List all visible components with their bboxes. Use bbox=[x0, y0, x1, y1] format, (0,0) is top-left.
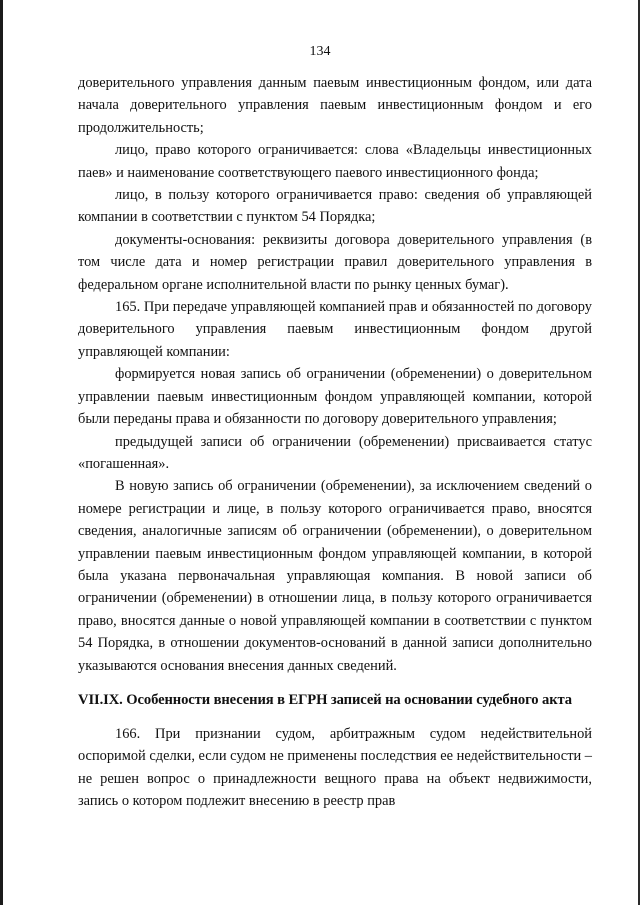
paragraph-new-record: формируется новая запись об ограничении (обременении) о доверительном управлении паевым инвестиционным фондом управляющей компании, которой были переданы права и обязанности по договору доверительного управления; bbox=[78, 366, 592, 428]
paragraph-new-record-details: В новую запись об ограничении (обременении), за исключением сведений о номере регистрации и лице, в пользу которого ограничивается право, вносятся сведения, аналогичные записям об ограничении (обременении), о доверительном управлении паевым инвестиционным фондом управляющей компании, в которой была указана первоначальная управляющая компания. В новой записи об ограничении (обременении) в отношении лица, в пользу которого ограничивается право, вносятся данные о новой управляющей компании в соответствии с пунктом 54 Порядка, в отношении документов-оснований в данной записи дополнительно указываются основания внесения данных сведений. bbox=[78, 478, 592, 674]
paragraph-restricted-person: лицо, право которого ограничивается: слова «Владельцы инвестиционных паев» и наименование соответствующего паевого инвестиционного фонда; bbox=[78, 142, 592, 181]
paragraph-beneficiary: лицо, в пользу которого ограничивается право: сведения об управляющей компании в соответствии с пунктом 54 Порядка; bbox=[78, 187, 592, 226]
paragraph-165: 165. При передаче управляющей компанией прав и обязанностей по договору доверительного управления паевым инвестиционным фондом другой управляющей компании: bbox=[78, 299, 592, 360]
section-heading: VII.IX. Особенности внесения в ЕГРН записей на основании судебного акта bbox=[78, 691, 572, 708]
page-number: 134 bbox=[309, 44, 331, 59]
paragraph-trust-management-date: доверительного управления данным паевым инвестиционным фондом, или дата начала доверительного управления паевым инвестиционным фондом и его продолжительность; bbox=[78, 75, 592, 136]
paragraph-basis-documents: документы-основания: реквизиты договора доверительного управления (в том числе дата и номер регистрации правил доверительного управления в федеральном органе исполнительной власти по рынку ценных бумаг). bbox=[78, 231, 592, 293]
paragraph-previous-record: предыдущей записи об ограничении (обременении) присваивается статус «погашенная». bbox=[78, 433, 592, 472]
paragraph-166: 166. При признании судом, арбитражным судом недействительной оспоримой сделки, если судом не применены последствия ее недействительности – не решен вопрос о принадлежности вещного права на объект недвижимости, запись о котором подлежит внесению в реестр прав bbox=[78, 725, 592, 810]
page-body bbox=[78, 72, 592, 813]
